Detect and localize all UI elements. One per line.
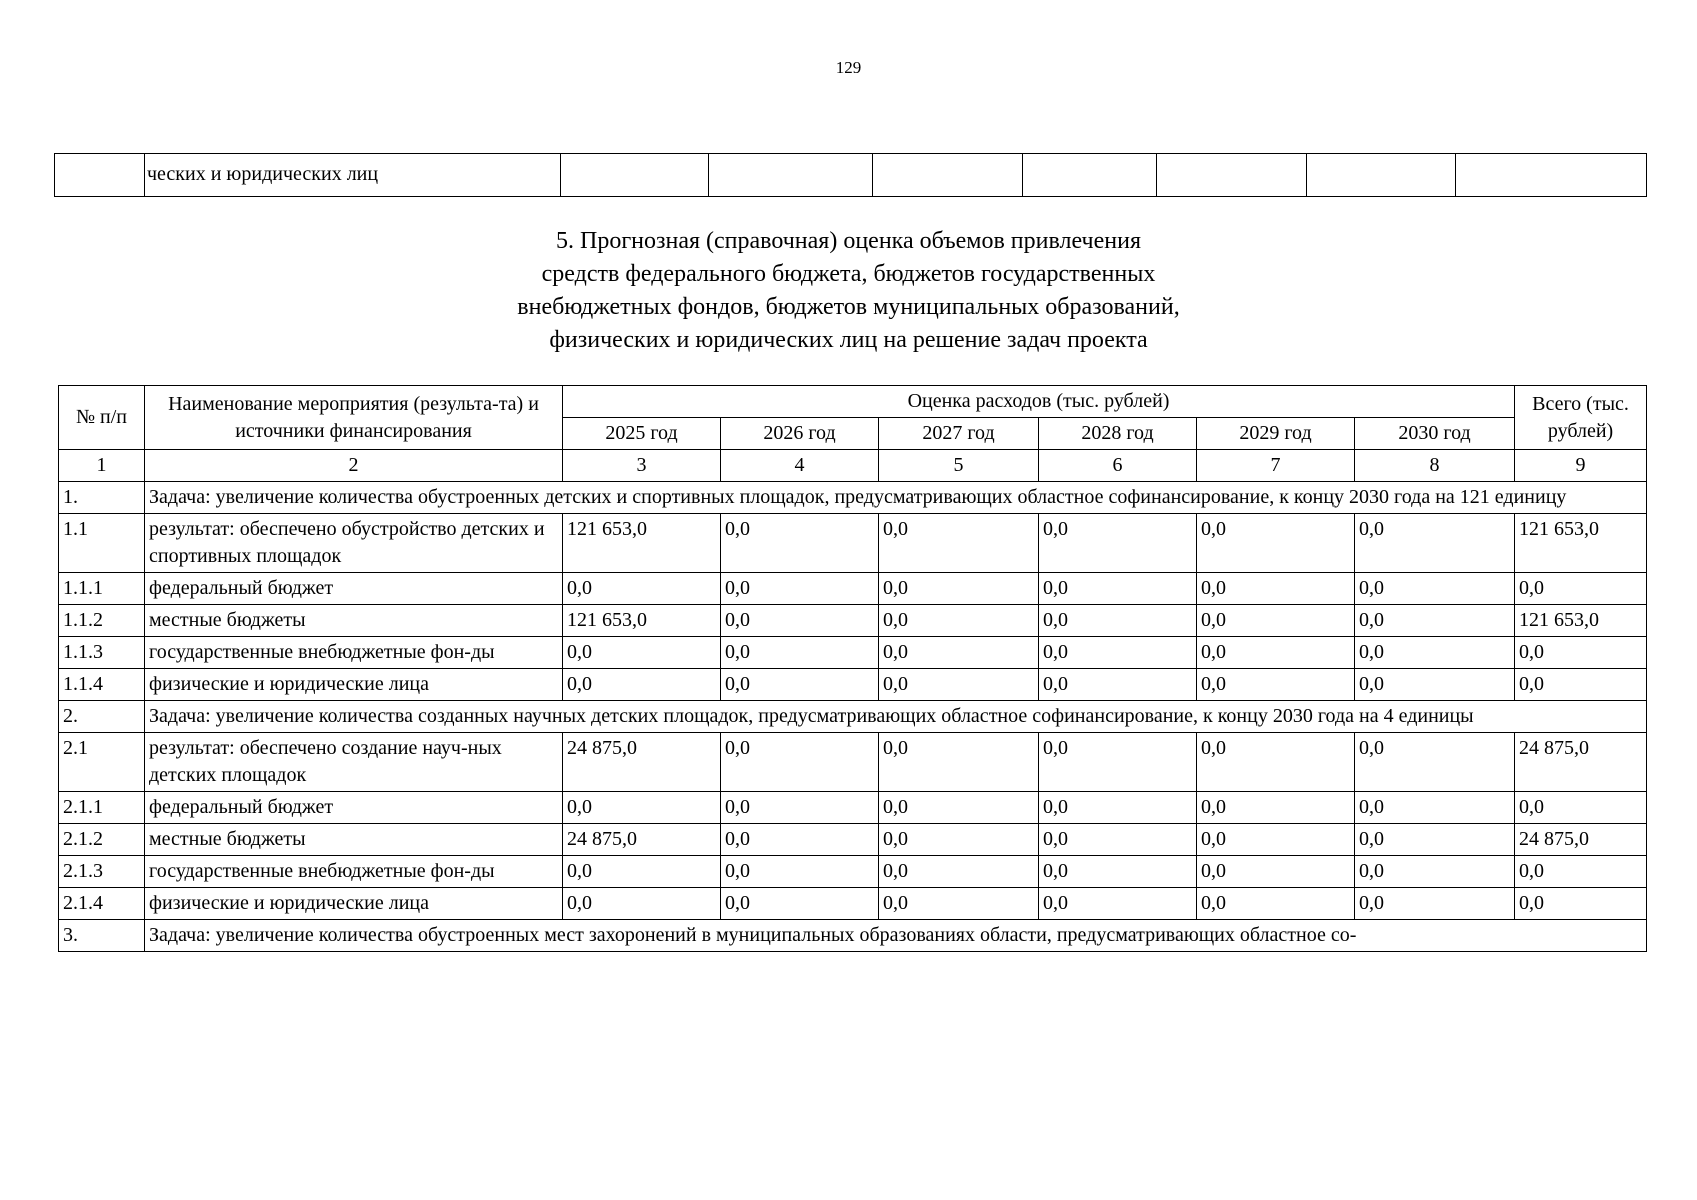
row-name: местные бюджеты xyxy=(145,824,563,856)
table-row xyxy=(59,669,1647,701)
row-value: 0,0 xyxy=(721,637,879,669)
row-name: результат: обеспечено обустройство детских и спортивных площадок xyxy=(145,514,563,573)
table-row xyxy=(59,888,1647,920)
row-value: 0,0 xyxy=(1039,605,1197,637)
row-value: 0,0 xyxy=(721,856,879,888)
section-heading xyxy=(0,225,1697,357)
row-number: 2.1.2 xyxy=(59,824,145,856)
continued-text-cell: ческих и юридических лиц xyxy=(145,154,561,197)
table-cell xyxy=(1307,154,1456,197)
row-total: 0,0 xyxy=(1515,573,1647,605)
row-name: государственные внебюджетные фон-ды xyxy=(145,637,563,669)
header-num: № п/п xyxy=(59,386,145,450)
table-row xyxy=(59,605,1647,637)
heading-line: физических и юридических лиц на решение задач проекта xyxy=(549,327,1148,353)
row-value: 0,0 xyxy=(721,792,879,824)
column-number: 6 xyxy=(1039,450,1197,482)
header-year: 2027 год xyxy=(879,418,1039,450)
row-value: 24 875,0 xyxy=(563,733,721,792)
table-cell xyxy=(1023,154,1157,197)
row-value: 0,0 xyxy=(1197,824,1355,856)
row-value: 0,0 xyxy=(1197,792,1355,824)
row-total: 121 653,0 xyxy=(1515,605,1647,637)
header-row xyxy=(59,386,1647,418)
row-value: 0,0 xyxy=(1355,573,1515,605)
row-value: 0,0 xyxy=(879,573,1039,605)
row-value: 0,0 xyxy=(1197,888,1355,920)
row-value: 0,0 xyxy=(1355,792,1515,824)
row-value: 121 653,0 xyxy=(563,605,721,637)
row-total: 0,0 xyxy=(1515,669,1647,701)
funding-estimate-table xyxy=(58,385,1647,952)
row-name: результат: обеспечено создание науч-ных детских площадок xyxy=(145,733,563,792)
row-value: 0,0 xyxy=(1197,605,1355,637)
header-name: Наименование мероприятия (результа-та) и источники финансирования xyxy=(145,386,563,450)
row-value: 0,0 xyxy=(721,573,879,605)
row-value: 0,0 xyxy=(1197,669,1355,701)
row-number: 2.1.4 xyxy=(59,888,145,920)
row-value: 0,0 xyxy=(879,514,1039,573)
table-cell xyxy=(561,154,709,197)
row-value: 0,0 xyxy=(1197,637,1355,669)
row-value: 0,0 xyxy=(563,856,721,888)
row-value: 0,0 xyxy=(721,733,879,792)
column-number-row xyxy=(59,450,1647,482)
row-value: 0,0 xyxy=(1355,856,1515,888)
row-value: 0,0 xyxy=(879,733,1039,792)
row-number: 2.1.3 xyxy=(59,856,145,888)
continued-table-fragment xyxy=(54,153,1647,197)
table-row xyxy=(59,637,1647,669)
heading-line: внебюджетных фондов, бюджетов муниципальных образований, xyxy=(517,294,1180,320)
row-number: 1.1 xyxy=(59,514,145,573)
column-number: 5 xyxy=(879,450,1039,482)
row-total: 0,0 xyxy=(1515,792,1647,824)
task-text: Задача: увеличение количества обустроенных детских и спортивных площадок, предусматривающих областное софинансирование, к концу 2030 года на 121 единицу xyxy=(145,482,1647,514)
task-row xyxy=(59,701,1647,733)
row-value: 0,0 xyxy=(563,637,721,669)
table-row xyxy=(55,154,1647,197)
row-total: 0,0 xyxy=(1515,888,1647,920)
header-year: 2028 год xyxy=(1039,418,1197,450)
task-row xyxy=(59,920,1647,952)
row-number: 1.1.4 xyxy=(59,669,145,701)
row-value: 0,0 xyxy=(1197,733,1355,792)
row-value: 0,0 xyxy=(1039,514,1197,573)
row-value: 0,0 xyxy=(721,888,879,920)
row-value: 0,0 xyxy=(1355,733,1515,792)
row-number: 2.1.1 xyxy=(59,792,145,824)
table-row xyxy=(59,856,1647,888)
row-value: 0,0 xyxy=(563,669,721,701)
row-total: 24 875,0 xyxy=(1515,733,1647,792)
header-year: 2029 год xyxy=(1197,418,1355,450)
row-value: 121 653,0 xyxy=(563,514,721,573)
row-value: 0,0 xyxy=(563,573,721,605)
row-value: 0,0 xyxy=(879,637,1039,669)
row-number: 1.1.2 xyxy=(59,605,145,637)
column-number: 4 xyxy=(721,450,879,482)
row-value: 0,0 xyxy=(1039,824,1197,856)
row-number: 2.1 xyxy=(59,733,145,792)
column-number: 3 xyxy=(563,450,721,482)
row-value: 0,0 xyxy=(1355,824,1515,856)
row-total: 24 875,0 xyxy=(1515,824,1647,856)
page-number: 129 xyxy=(835,58,862,77)
heading-line: средств федерального бюджета, бюджетов государственных xyxy=(541,261,1156,287)
table-cell xyxy=(873,154,1023,197)
row-name: государственные внебюджетные фон-ды xyxy=(145,856,563,888)
column-number: 1 xyxy=(59,450,145,482)
row-value: 0,0 xyxy=(1355,514,1515,573)
row-value: 0,0 xyxy=(721,669,879,701)
table-body xyxy=(59,386,1647,952)
table-cell xyxy=(1456,154,1647,197)
table-row xyxy=(59,733,1647,792)
row-value: 0,0 xyxy=(563,792,721,824)
row-value: 0,0 xyxy=(721,824,879,856)
header-year: 2026 год xyxy=(721,418,879,450)
row-name: физические и юридические лица xyxy=(145,669,563,701)
row-value: 0,0 xyxy=(1197,573,1355,605)
row-value: 24 875,0 xyxy=(563,824,721,856)
row-value: 0,0 xyxy=(879,888,1039,920)
row-name: физические и юридические лица xyxy=(145,888,563,920)
row-value: 0,0 xyxy=(1355,637,1515,669)
row-total: 121 653,0 xyxy=(1515,514,1647,573)
column-number: 8 xyxy=(1355,450,1515,482)
row-name: федеральный бюджет xyxy=(145,573,563,605)
row-value: 0,0 xyxy=(1355,605,1515,637)
row-value: 0,0 xyxy=(1197,514,1355,573)
column-number: 9 xyxy=(1515,450,1647,482)
row-value: 0,0 xyxy=(879,856,1039,888)
row-number: 1. xyxy=(59,482,145,514)
row-value: 0,0 xyxy=(1039,856,1197,888)
row-name: федеральный бюджет xyxy=(145,792,563,824)
row-value: 0,0 xyxy=(721,605,879,637)
row-number: 1.1.3 xyxy=(59,637,145,669)
header-year: 2025 год xyxy=(563,418,721,450)
table-row xyxy=(59,792,1647,824)
column-number: 7 xyxy=(1197,450,1355,482)
table-cell xyxy=(55,154,145,197)
table-cell xyxy=(709,154,873,197)
row-value: 0,0 xyxy=(879,792,1039,824)
table-cell xyxy=(1157,154,1307,197)
row-value: 0,0 xyxy=(1039,573,1197,605)
heading-line: 5. Прогнозная (справочная) оценка объемов привлечения xyxy=(556,228,1141,254)
row-name: местные бюджеты xyxy=(145,605,563,637)
row-value: 0,0 xyxy=(1039,792,1197,824)
row-value: 0,0 xyxy=(1039,637,1197,669)
row-value: 0,0 xyxy=(1355,669,1515,701)
row-total: 0,0 xyxy=(1515,637,1647,669)
row-number: 3. xyxy=(59,920,145,952)
task-text: Задача: увеличение количества созданных научных детских площадок, предусматривающих областное софинансирование, к концу 2030 года на 4 единицы xyxy=(145,701,1647,733)
row-value: 0,0 xyxy=(1039,888,1197,920)
row-total: 0,0 xyxy=(1515,856,1647,888)
header-estimate: Оценка расходов (тыс. рублей) xyxy=(563,386,1515,418)
row-number: 2. xyxy=(59,701,145,733)
row-value: 0,0 xyxy=(1039,733,1197,792)
table-row xyxy=(59,824,1647,856)
row-value: 0,0 xyxy=(879,669,1039,701)
row-value: 0,0 xyxy=(1039,669,1197,701)
header-total: Всего (тыс. рублей) xyxy=(1515,386,1647,450)
task-row xyxy=(59,482,1647,514)
row-value: 0,0 xyxy=(563,888,721,920)
column-number: 2 xyxy=(145,450,563,482)
task-text: Задача: увеличение количества обустроенных мест захоронений в муниципальных образованиях области, предусматривающих областное со- xyxy=(145,920,1647,952)
table-row xyxy=(59,514,1647,573)
row-value: 0,0 xyxy=(879,824,1039,856)
row-value: 0,0 xyxy=(1197,856,1355,888)
table-row xyxy=(59,573,1647,605)
row-value: 0,0 xyxy=(879,605,1039,637)
row-number: 1.1.1 xyxy=(59,573,145,605)
row-value: 0,0 xyxy=(1355,888,1515,920)
header-year: 2030 год xyxy=(1355,418,1515,450)
row-value: 0,0 xyxy=(721,514,879,573)
